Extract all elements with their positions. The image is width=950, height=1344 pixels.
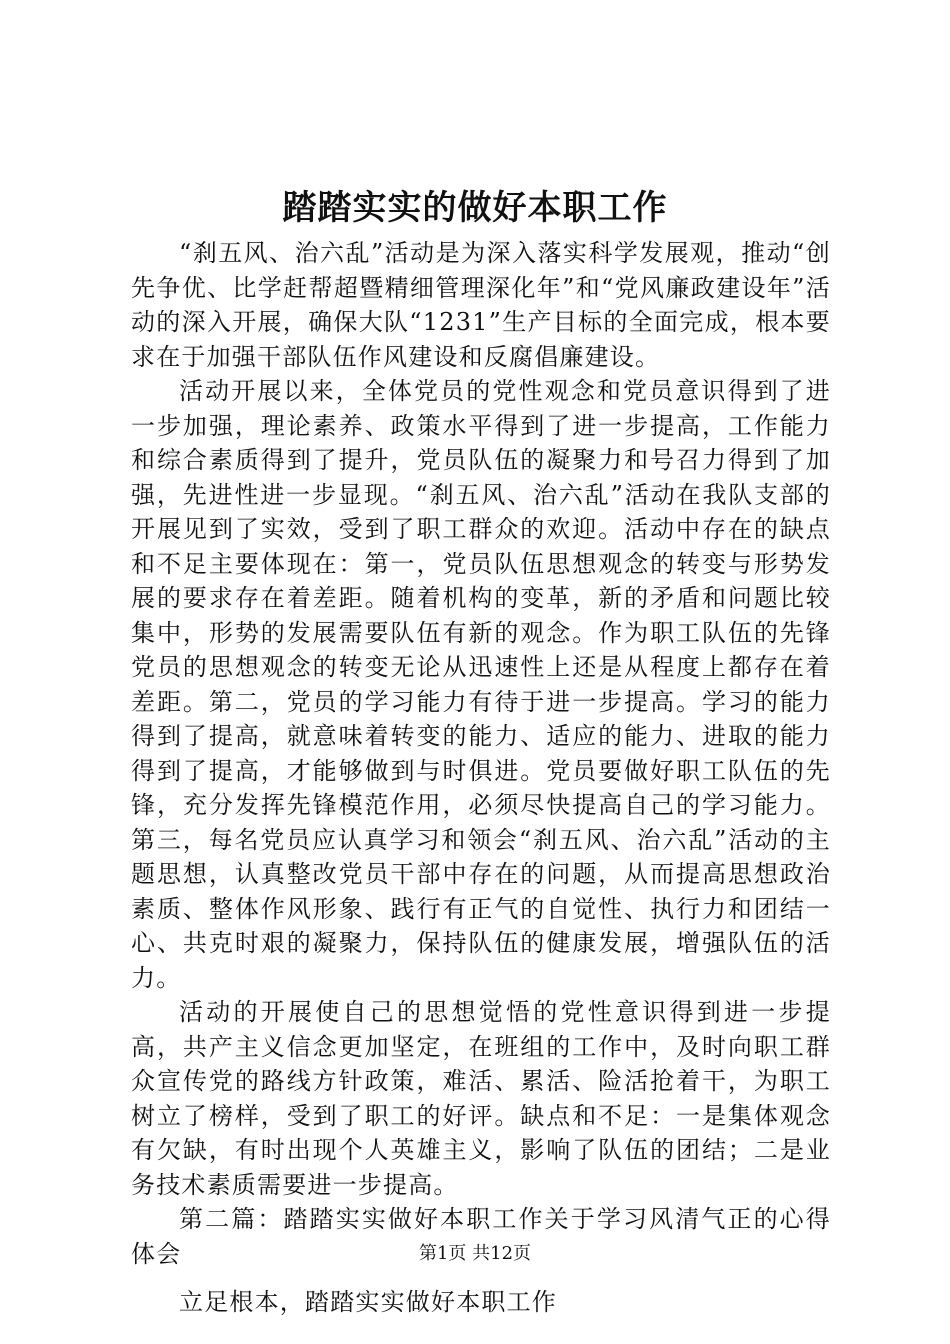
document-title: 踏踏实实的做好本职工作: [282, 188, 668, 228]
section-heading: 第二篇：踏踏实实做好本职工作关于学习风清气正的心得体会: [131, 1205, 831, 1268]
document-body: [131, 236, 831, 1320]
paragraph-2: 活动开展以来，全体党员的党性观念和党员意识得到了进一步加强，理论素养、政策水平得到了进一步提高，工作能力和综合素质得到了提升，党员队伍的凝聚力和号召力得到了加强，先进性进一步显现。“刹五风、治六乱”活动在我队支部的开展见到了实效，受到了职工群众的欢迎。活动中存在的缺点和不足主要体现在：第一，党员队伍思想观念的转变与形势发展的要求存在着差距。随着机构的变革，新的矛盾和问题比较集中，形势的发展需要队伍有新的观念。作为职工队伍的先锋党员的思想观念的转变无论从迅速性上还是从程度上都存在着差距。第二，党员的学习能力有待于进一步提高。学习的能力得到了提高，就意味着转变的能力、适应的能力、进取的能力得到了提高，才能够做到与时俱进。党员要做好职工队伍的先锋，充分发挥先锋模范作用，必须尽快提高自己的学习能力。第三，每名党员应认真学习和领会“刹五风、治六乱”活动的主题思想，认真整改党员干部中存在的问题，从而提高思想政治素质、整体作风形象、践行有正气的自觉性、执行力和团结一心、共克时艰的凝聚力，保持队伍的健康发展，增强队伍的活力。: [131, 377, 831, 992]
paragraph-1: “刹五风、治六乱”活动是为深入落实科学发展观，推动“创先争优、比学赶帮超暨精细管理深化年”和“党风廉政建设年”活动的深入开展，确保大队“1231”生产目标的全面完成，根本要求在于加强干部队伍作风建设和反腐倡廉建设。: [131, 239, 831, 371]
paragraph-3: 活动的开展使自己的思想觉悟的党性意识得到进一步提高，共产主义信念更加坚定，在班组的工作中，及时向职工群众宣传党的路线方针政策，难活、累活、险活抢着干，为职工树立了榜样，受到了职工的好评。缺点和不足：一是集体观念有欠缺，有时出现个人英雄主义，影响了队伍的团结；二是业务技术素质需要进一步提高。: [131, 998, 831, 1199]
section-subheading: 立足根本，踏踏实实做好本职工作: [179, 1288, 557, 1316]
page-footer: 第1页 共12页: [418, 1243, 532, 1264]
